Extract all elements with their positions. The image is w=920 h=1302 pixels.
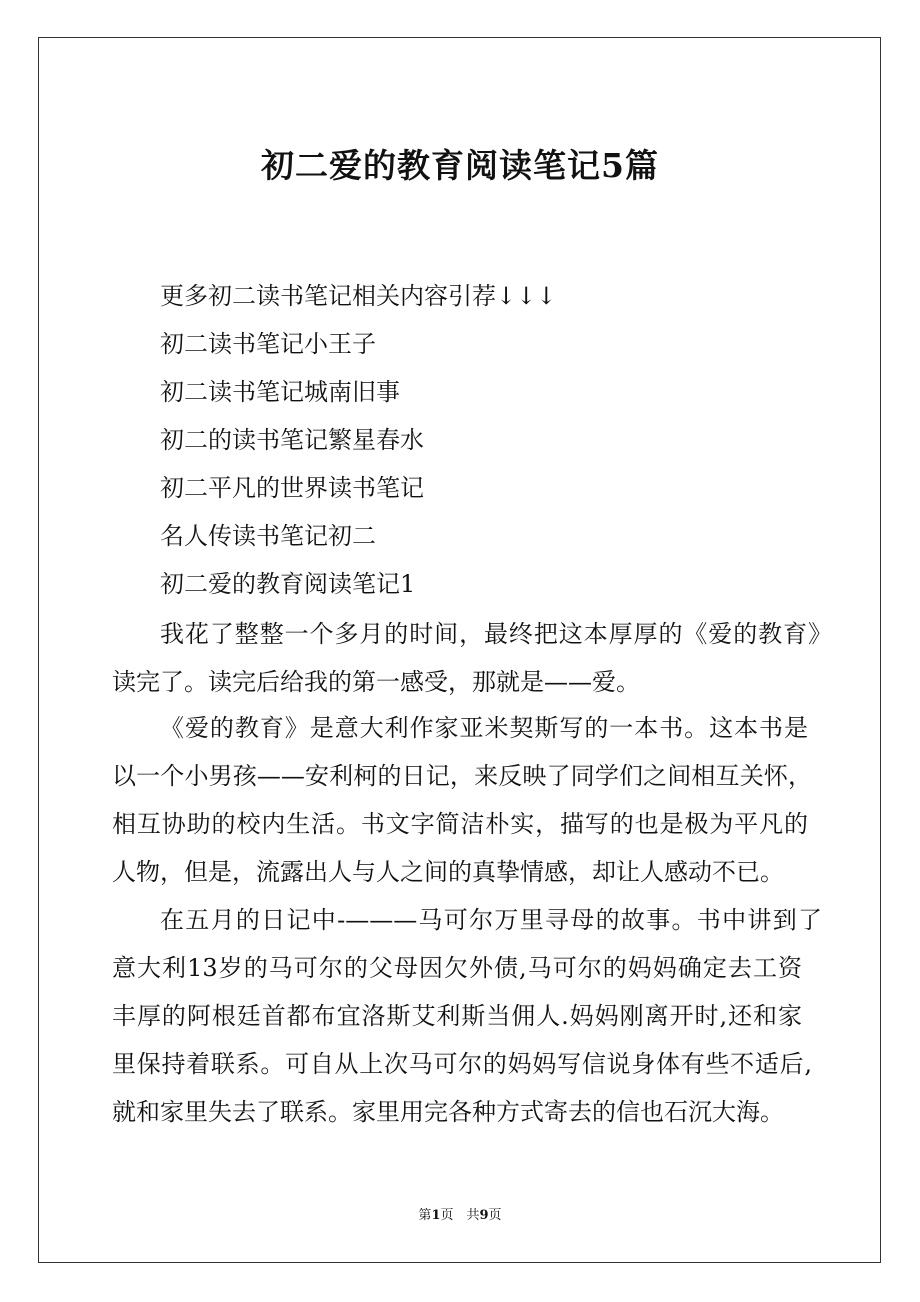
related-link-biographies[interactable]: 名人传读书笔记初二 bbox=[160, 522, 376, 550]
paragraph-3-line-4: 里保持着联系。可自从上次马可尔的妈妈写信说身体有些不适后, bbox=[112, 1050, 812, 1078]
footer-page-number: 1 bbox=[431, 1208, 441, 1223]
footer-mid: 页 共 bbox=[440, 1208, 480, 1223]
footer-prefix: 第 bbox=[418, 1208, 432, 1223]
section-heading: 初二爱的教育阅读笔记1 bbox=[160, 570, 416, 598]
paragraph-1-line-2: 读完了。读完后给我的第一感受，那就是——爱。 bbox=[112, 668, 640, 696]
paragraph-2-line-4: 人物，但是，流露出人与人之间的真挚情感，却让人感动不已。 bbox=[112, 858, 784, 886]
related-link-little-prince[interactable]: 初二读书笔记小王子 bbox=[160, 330, 376, 358]
related-link-old-beijing[interactable]: 初二读书笔记城南旧事 bbox=[160, 378, 400, 406]
page-footer bbox=[0, 1206, 920, 1226]
related-link-stars-spring-water[interactable]: 初二的读书笔记繁星春水 bbox=[160, 426, 424, 454]
paragraph-1-line-1: 我花了整整一个多月的时间，最终把这本厚厚的《爱的教育》 bbox=[160, 620, 832, 648]
paragraph-2-line-3: 相互协助的校内生活。书文字简洁朴实，描写的也是极为平凡的 bbox=[112, 810, 808, 838]
related-intro: 更多初二读书笔记相关内容引荐↓↓↓ bbox=[160, 282, 557, 310]
document-title: 初二爱的教育阅读笔记5篇 bbox=[261, 146, 659, 185]
paragraph-3-line-1: 在五月的日记中-———马可尔万里寻母的故事。书中讲到了 bbox=[160, 906, 822, 934]
paragraph-2-line-2: 以一个小男孩——安利柯的日记，来反映了同学们之间相互关怀， bbox=[112, 762, 812, 790]
paragraph-3-line-3: 丰厚的阿根廷首都布宜洛斯艾利斯当佣人.妈妈刚离开时,还和家 bbox=[112, 1002, 802, 1030]
related-link-ordinary-world[interactable]: 初二平凡的世界读书笔记 bbox=[160, 474, 424, 502]
footer-total-pages: 9 bbox=[479, 1208, 489, 1223]
paragraph-3-line-5: 就和家里失去了联系。家里用完各种方式寄去的信也石沉大海。 bbox=[112, 1098, 784, 1126]
footer-suffix: 页 bbox=[488, 1208, 502, 1223]
paragraph-2-line-1: 《爱的教育》是意大利作家亚米契斯写的一本书。这本书是 bbox=[160, 714, 808, 742]
paragraph-3-line-2: 意大利13岁的马可尔的父母因欠外债,马可尔的妈妈确定去工资 bbox=[112, 954, 802, 982]
